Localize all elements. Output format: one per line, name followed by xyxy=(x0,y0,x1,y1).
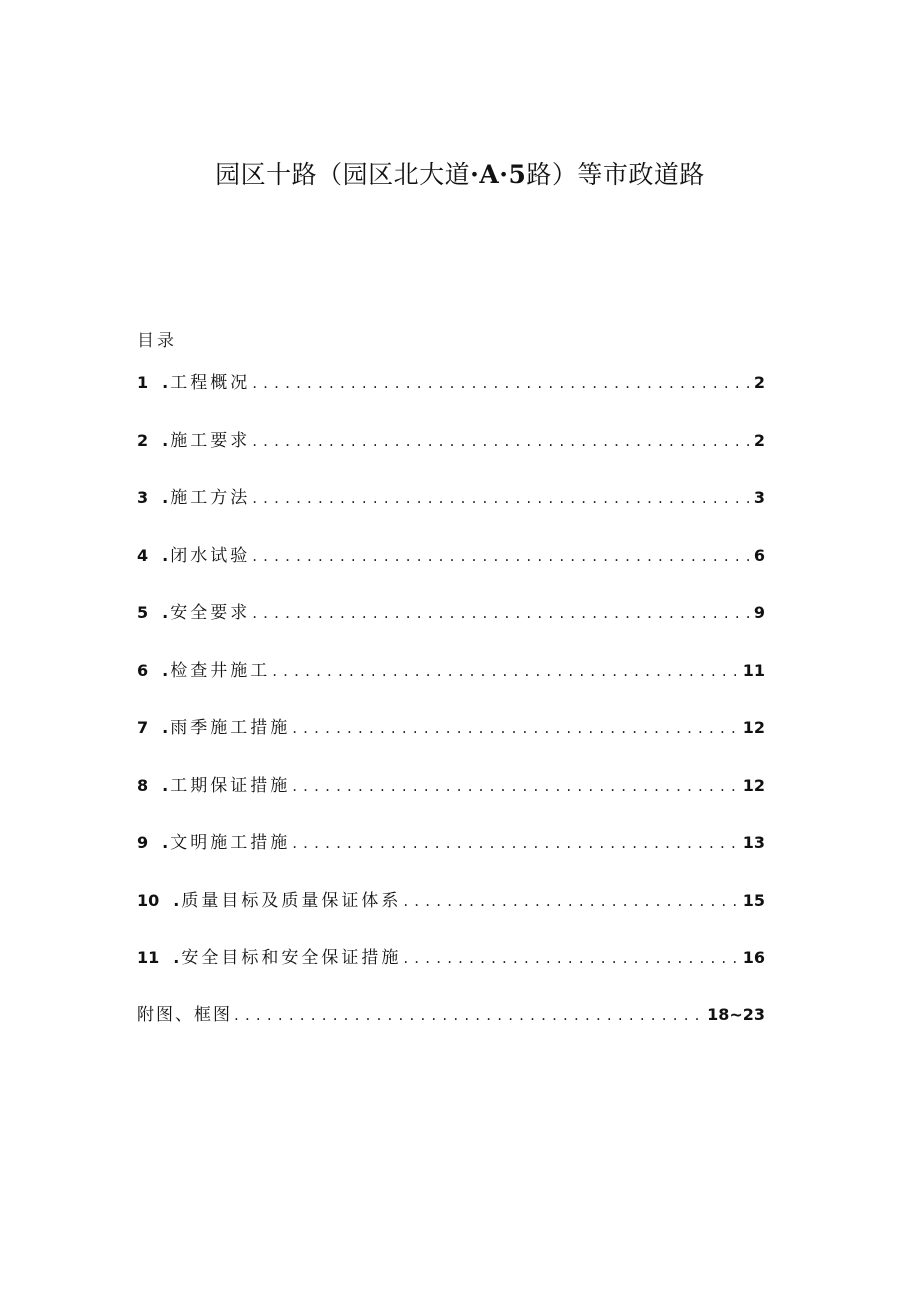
toc-dot-leader xyxy=(270,662,741,680)
toc-entry-page: 16 xyxy=(742,948,765,967)
toc-entry-separator: . xyxy=(162,431,169,450)
toc-entry-separator: . xyxy=(162,833,169,852)
toc-entry-label: 文明施工措施 xyxy=(170,833,291,853)
toc-entry-label: 安全要求 xyxy=(170,603,251,623)
document-title xyxy=(0,155,920,191)
toc-dot-leader xyxy=(250,547,752,565)
toc-entry[interactable] xyxy=(137,943,765,969)
toc-dot-leader xyxy=(250,432,752,450)
toc-entry-label: 检查井施工 xyxy=(170,661,271,681)
toc-entry-number: 6 xyxy=(137,661,149,680)
toc-entry-page: 18~23 xyxy=(707,1005,765,1024)
toc-dot-leader xyxy=(290,777,741,795)
toc-heading: 目录 xyxy=(137,331,177,351)
toc-entry[interactable] xyxy=(137,598,765,624)
toc-entry[interactable] xyxy=(137,828,765,854)
toc-dot-leader xyxy=(250,489,752,507)
title-bold-part: ·A·5 xyxy=(470,160,527,189)
toc-dot-leader xyxy=(290,834,741,852)
toc-entry-label: 质量目标及质量保证体系 xyxy=(181,891,402,911)
toc-entry-separator: . xyxy=(173,948,180,967)
toc-entry-number: 9 xyxy=(137,833,149,852)
toc-entry-label: 闭水试验 xyxy=(170,546,251,566)
toc-entry-number: 3 xyxy=(137,488,149,507)
toc-entry-page: 15 xyxy=(742,891,765,910)
toc-entry-separator: . xyxy=(173,891,180,910)
toc-entry-number: 4 xyxy=(137,546,149,565)
title-suffix: 路）等市政道路 xyxy=(526,160,705,189)
toc-entry-separator: . xyxy=(162,718,169,737)
toc-entry-appendix[interactable] xyxy=(137,1000,765,1026)
toc-entry-number: 2 xyxy=(137,431,149,450)
toc-entry-page: 2 xyxy=(753,373,765,392)
toc-entry-page: 2 xyxy=(753,431,765,450)
toc-entry-page: 11 xyxy=(742,661,765,680)
toc-entry-page: 6 xyxy=(753,546,765,565)
toc-entry-label: 安全目标和安全保证措施 xyxy=(181,948,402,968)
toc-dot-leader xyxy=(401,892,740,910)
toc-dot-leader xyxy=(401,949,740,967)
toc-dot-leader xyxy=(290,719,741,737)
toc-entry[interactable] xyxy=(137,771,765,797)
toc-entry[interactable] xyxy=(137,713,765,739)
toc-entry-page: 12 xyxy=(742,718,765,737)
toc-entry-page: 12 xyxy=(742,776,765,795)
toc-entry-label: 工程概况 xyxy=(170,373,251,393)
toc-dot-leader xyxy=(232,1006,705,1024)
toc-entry-number: 10 xyxy=(137,891,160,910)
toc-dot-leader xyxy=(250,604,752,622)
toc-entry-separator: . xyxy=(162,546,169,565)
toc-entry-label: 施工要求 xyxy=(170,431,251,451)
toc-entry-separator: . xyxy=(162,373,169,392)
toc-entry[interactable] xyxy=(137,368,765,394)
toc-entry-separator: . xyxy=(162,776,169,795)
toc-entry-page: 9 xyxy=(753,603,765,622)
toc-entry[interactable] xyxy=(137,886,765,912)
toc-dot-leader xyxy=(250,374,752,392)
toc-entry-separator: . xyxy=(162,661,169,680)
toc-entry-number: 11 xyxy=(137,948,160,967)
toc-entry-label: 施工方法 xyxy=(170,488,251,508)
toc-entry-page: 13 xyxy=(742,833,765,852)
toc-entry[interactable] xyxy=(137,426,765,452)
toc-entry-page: 3 xyxy=(753,488,765,507)
toc-entry[interactable] xyxy=(137,541,765,567)
toc-entry-label: 工期保证措施 xyxy=(170,776,291,796)
title-prefix: 园区十路（园区北大道 xyxy=(215,160,471,189)
toc-entry-separator: . xyxy=(162,488,169,507)
toc-entry-label: 雨季施工措施 xyxy=(170,718,291,738)
toc-entry[interactable] xyxy=(137,483,765,509)
toc-entry-number: 1 xyxy=(137,373,149,392)
toc-entry-number: 7 xyxy=(137,718,149,737)
toc-entry-number: 5 xyxy=(137,603,149,622)
toc-entry-number: 8 xyxy=(137,776,149,795)
toc-entry[interactable] xyxy=(137,656,765,682)
toc-entry-label: 附图、框图 xyxy=(137,1005,232,1025)
toc-entry-separator: . xyxy=(162,603,169,622)
